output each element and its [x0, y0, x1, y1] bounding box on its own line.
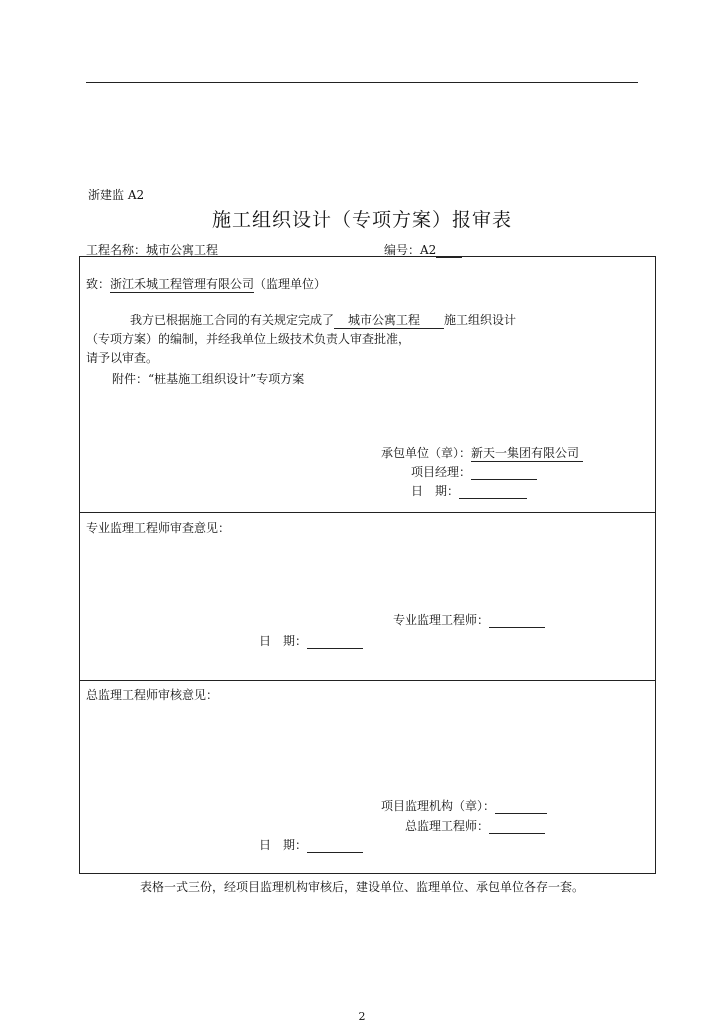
- project-name: 城市公寓工程: [146, 243, 219, 257]
- body-prefix: 我方已根据施工合同的有关规定完成了: [130, 313, 335, 327]
- pm-label: 项目经理：: [411, 465, 472, 479]
- to-label: 致：: [86, 277, 111, 291]
- submit-date-blank: [459, 486, 527, 499]
- contractor-line: [381, 444, 583, 461]
- pm-line: [411, 463, 537, 480]
- contractor-name: 新天一集团有限公司: [471, 446, 583, 462]
- pm-blank: [471, 467, 537, 480]
- footer-note: 表格一式三份，经项目监理机构审核后，建设单位、监理单位、承包单位各存一套。: [139, 880, 584, 894]
- specialist-engineer-line: [393, 611, 545, 628]
- chief-date-blank: [307, 840, 363, 853]
- chief-heading: 总监理工程师审核意见：: [86, 688, 219, 702]
- number-value: A2: [420, 243, 437, 257]
- org-line: [381, 797, 547, 814]
- org-label: 项目监理机构（章）：: [381, 799, 496, 813]
- section-divider-1: [79, 512, 656, 513]
- number-label: 编号：: [384, 243, 421, 257]
- page-number: 2: [358, 1010, 366, 1023]
- specialist-date-label: 日 期：: [259, 634, 308, 648]
- contractor-label: 承包单位（章）：: [381, 446, 472, 460]
- body-line-1: [130, 311, 516, 328]
- specialist-date-blank: [307, 636, 363, 649]
- chief-engineer-label: 总监理工程师：: [405, 819, 490, 833]
- submit-date-label: 日 期：: [411, 484, 460, 498]
- addressee-line: [86, 275, 326, 292]
- body-line-3: 请予以审查。: [86, 351, 159, 365]
- supervisor-suffix: （监理单位）: [254, 277, 327, 291]
- specialist-date-line: [259, 632, 363, 649]
- chief-engineer-line: [405, 817, 545, 834]
- form-table: [79, 256, 656, 874]
- project-label: 工程名称：: [86, 243, 147, 257]
- body-line-2: （专项方案）的编制，并经我单位上级技术负责人审查批准，: [86, 332, 411, 346]
- submit-date-line: [411, 482, 527, 499]
- org-blank: [495, 801, 547, 814]
- chief-engineer-blank: [489, 821, 545, 834]
- specialist-engineer-blank: [489, 615, 545, 628]
- page-title: 施工组织设计（专项方案）报审表: [211, 209, 512, 231]
- chief-date-label: 日 期：: [259, 838, 308, 852]
- specialist-heading: 专业监理工程师审查意见：: [86, 521, 231, 535]
- supervisor-unit: 浙江禾城工程管理有限公司: [110, 277, 255, 291]
- body-suffix: 施工组织设计: [444, 313, 517, 327]
- specialist-engineer-label: 专业监理工程师：: [393, 613, 490, 627]
- attachment-line: 附件：“桩基施工组织设计”专项方案: [112, 372, 305, 386]
- body-project: 城市公寓工程: [334, 313, 444, 329]
- chief-date-line: [259, 836, 363, 853]
- section-divider-2: [79, 680, 656, 681]
- form-code: 浙建监 A2: [88, 188, 145, 202]
- top-rule: [86, 82, 638, 83]
